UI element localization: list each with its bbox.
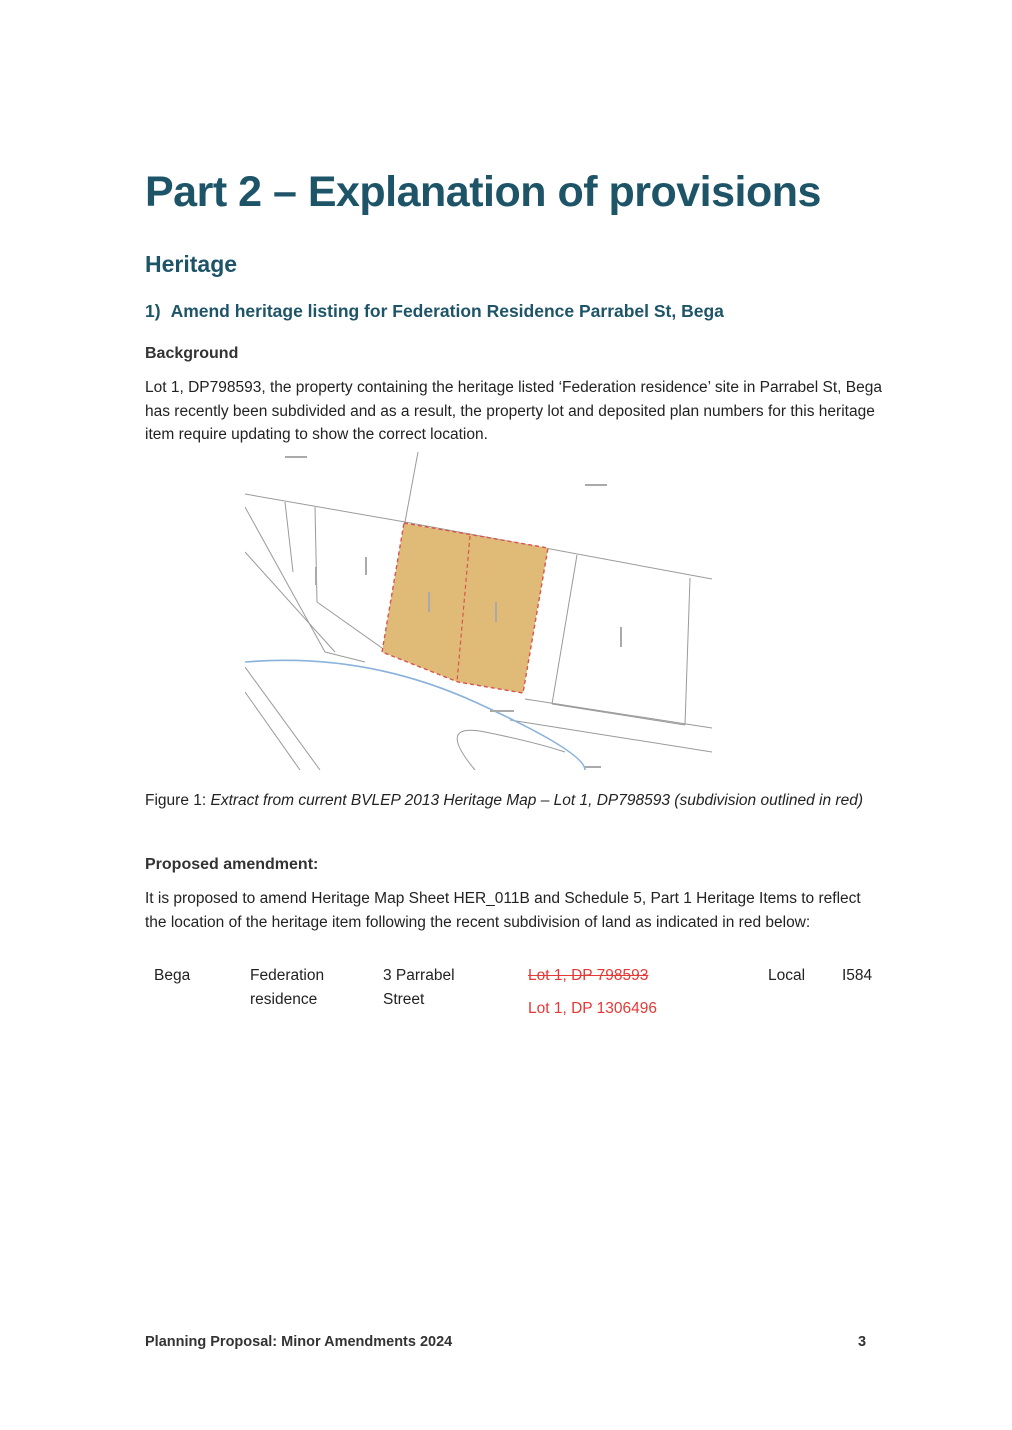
figure-label: Figure 1: <box>145 792 211 809</box>
address-cell <box>383 964 528 1020</box>
item-number-cell: I584 <box>842 967 873 984</box>
section-heading: Heritage <box>145 251 238 277</box>
river-line <box>245 660 585 770</box>
heritage-schedule-row <box>145 964 882 1020</box>
old-property-description: Lot 1, DP 798593 <box>528 967 649 984</box>
item-name-line2: residence <box>250 990 318 1008</box>
address-line2: Street <box>383 990 425 1008</box>
page-title: Part 2 – Explanation of provisions <box>145 168 821 216</box>
footer-title: Planning Proposal: Minor Amendments 2024 <box>145 1334 453 1350</box>
item-name-cell <box>250 964 383 1020</box>
item-name-line1: Federation <box>250 967 325 984</box>
amendment-heading: Proposed amendment: <box>145 856 319 873</box>
subsection-heading <box>145 301 724 322</box>
background-paragraph: Lot 1, DP798593, the property containing the heritage listed ‘Federation residence’ site in Parrabel St, Bega has recently been subdivided and as a result, the property lot and deposited plan numbers for this heritage item require updating to show the correct location. <box>145 379 882 443</box>
heritage-map-figure <box>245 452 712 770</box>
significance-cell: Local <box>768 967 806 984</box>
background-heading: Background <box>145 345 239 362</box>
property-cell <box>528 964 768 1020</box>
suburb-cell: Bega <box>154 967 191 984</box>
subsection-text: Amend heritage listing for Federation Residence Parrabel St, Bega <box>170 301 724 321</box>
page-number: 3 <box>858 1334 867 1350</box>
figure-caption <box>145 789 885 813</box>
address-line1: 3 Parrabel <box>383 967 455 984</box>
heritage-lot-polygon <box>382 523 548 693</box>
new-property-description: Lot 1, DP 1306496 <box>528 999 657 1017</box>
subsection-number: 1) <box>145 301 161 321</box>
amendment-paragraph: It is proposed to amend Heritage Map Sheet HER_011B and Schedule 5, Part 1 Heritage Items to reflect the location of the heritage item following the recent subdivision of land as indicated in red below: <box>145 890 861 931</box>
figure-caption-text: Extract from current BVLEP 2013 Heritage Map – Lot 1, DP798593 (subdivision outlined in red) <box>210 792 863 809</box>
